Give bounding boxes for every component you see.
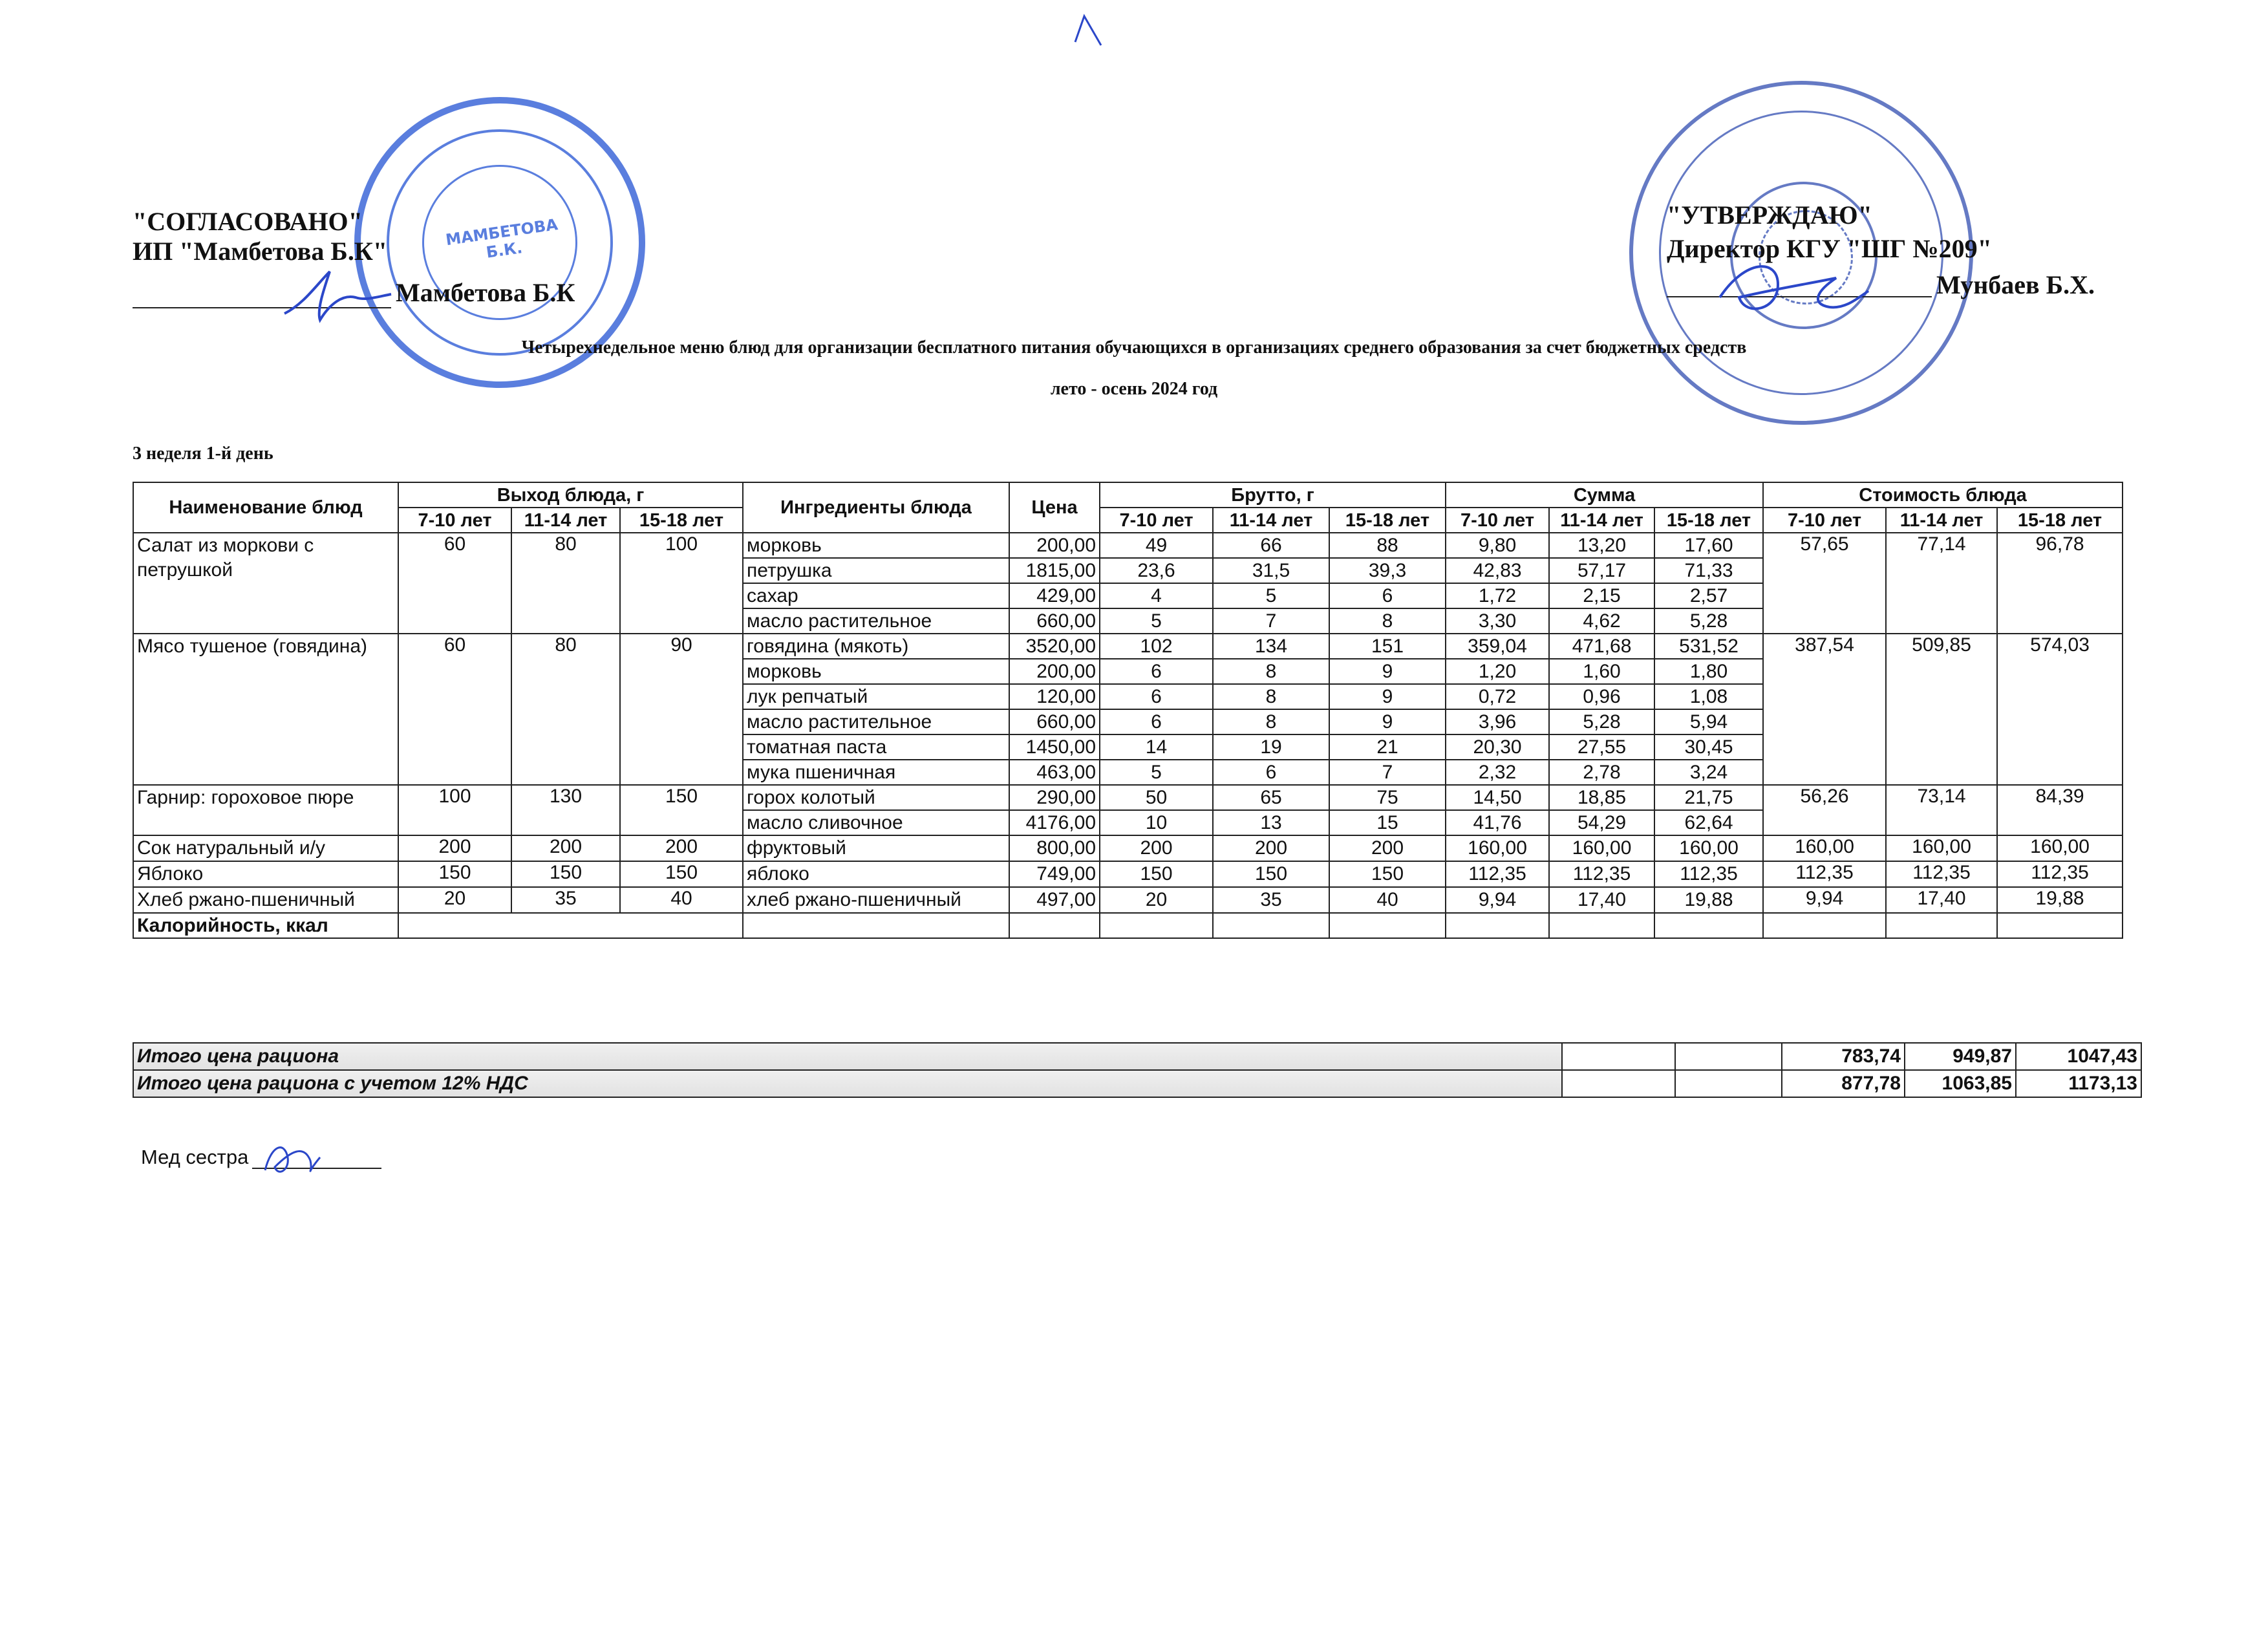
dish-cost-age1: 387,54 — [1763, 634, 1886, 785]
sum-age1: 9,94 — [1446, 887, 1549, 913]
sum-age3: 5,94 — [1654, 709, 1763, 734]
ingredient-price: 749,00 — [1009, 861, 1100, 887]
brutto-age2: 8 — [1213, 709, 1329, 734]
total-row — [133, 1043, 2141, 1070]
brutto-age1: 14 — [1100, 734, 1213, 760]
brutto-age3: 15 — [1329, 810, 1446, 835]
sum-age3: 30,45 — [1654, 734, 1763, 760]
top-ink-mark — [1070, 10, 1109, 48]
brutto-age2: 5 — [1213, 583, 1329, 608]
totals-table — [133, 1042, 2142, 1098]
header-brutto-age2: 11-14 лет — [1213, 508, 1329, 533]
ingredient-price: 290,00 — [1009, 785, 1100, 810]
brutto-age2: 8 — [1213, 684, 1329, 709]
total-vat-row — [133, 1070, 2141, 1097]
dish-cost-age2: 77,14 — [1886, 533, 1997, 634]
brutto-age2: 19 — [1213, 734, 1329, 760]
brutto-age3: 39,3 — [1329, 558, 1446, 583]
dish-cost-age3: 19,88 — [1997, 887, 2123, 913]
sum-age2: 13,20 — [1549, 533, 1654, 558]
dish-cost-age1: 9,94 — [1763, 887, 1886, 913]
sum-age2: 160,00 — [1549, 835, 1654, 861]
dish-output-age2: 35 — [511, 887, 620, 913]
sum-age2: 112,35 — [1549, 861, 1654, 887]
approval-left-line1: "СОГЛАСОВАНО" — [133, 207, 363, 236]
header-cost-age3: 15-18 лет — [1997, 508, 2123, 533]
dish-output-age2: 200 — [511, 835, 620, 861]
sum-age1: 2,32 — [1446, 760, 1549, 785]
brutto-age2: 8 — [1213, 659, 1329, 684]
ingredient-name: фруктовый — [743, 835, 1009, 861]
brutto-age3: 150 — [1329, 861, 1446, 887]
sum-age1: 160,00 — [1446, 835, 1549, 861]
ingredient-row — [133, 634, 2123, 659]
brutto-age2: 65 — [1213, 785, 1329, 810]
brutto-age2: 66 — [1213, 533, 1329, 558]
dish-name: Мясо тушеное (говядина) — [133, 634, 398, 785]
menu-table — [133, 482, 2123, 939]
sum-age3: 5,28 — [1654, 608, 1763, 634]
sum-age3: 17,60 — [1654, 533, 1763, 558]
ingredient-row — [133, 861, 2123, 887]
total-vat-value-age1: 877,78 — [1782, 1070, 1905, 1097]
ingredient-name: яблоко — [743, 861, 1009, 887]
approval-right-line2: Директор КГУ "ШГ №209" — [1667, 234, 1992, 263]
sum-age2: 5,28 — [1549, 709, 1654, 734]
dish-output-age3: 150 — [620, 861, 743, 887]
brutto-age3: 6 — [1329, 583, 1446, 608]
header-brutto: Брутто, г — [1100, 482, 1446, 508]
sum-age1: 14,50 — [1446, 785, 1549, 810]
brutto-age3: 9 — [1329, 684, 1446, 709]
brutto-age1: 10 — [1100, 810, 1213, 835]
sum-age1: 41,76 — [1446, 810, 1549, 835]
ingredient-price: 200,00 — [1009, 533, 1100, 558]
sum-age3: 160,00 — [1654, 835, 1763, 861]
brutto-age3: 21 — [1329, 734, 1446, 760]
ingredient-name: масло сливочное — [743, 810, 1009, 835]
dish-output-age2: 130 — [511, 785, 620, 835]
sum-age3: 1,80 — [1654, 659, 1763, 684]
brutto-age3: 8 — [1329, 608, 1446, 634]
brutto-age1: 5 — [1100, 608, 1213, 634]
dish-output-age1: 200 — [398, 835, 511, 861]
ingredient-row — [133, 533, 2123, 558]
brutto-age3: 151 — [1329, 634, 1446, 659]
sum-age3: 19,88 — [1654, 887, 1763, 913]
approval-right-signer: Мунбаев Б.Х. — [1936, 270, 2095, 299]
approval-left-signer: Мамбетова Б.К — [396, 278, 575, 307]
ingredient-name: хлеб ржано-пшеничный — [743, 887, 1009, 913]
brutto-age2: 35 — [1213, 887, 1329, 913]
sum-age1: 359,04 — [1446, 634, 1549, 659]
brutto-age3: 200 — [1329, 835, 1446, 861]
brutto-age1: 6 — [1100, 709, 1213, 734]
header-brutto-age1: 7-10 лет — [1100, 508, 1213, 533]
dish-cost-age3: 112,35 — [1997, 861, 2123, 887]
dish-cost-age3: 574,03 — [1997, 634, 2123, 785]
sum-age1: 1,20 — [1446, 659, 1549, 684]
ingredient-name: морковь — [743, 659, 1009, 684]
dish-name: Гарнир: гороховое пюре — [133, 785, 398, 835]
menu-subtitle: лето - осень 2024 год — [1050, 379, 1218, 399]
sum-age2: 1,60 — [1549, 659, 1654, 684]
left-seal-center-text: МАМБЕТОВА Б.К. — [444, 215, 559, 262]
sum-age1: 112,35 — [1446, 861, 1549, 887]
ingredient-name: масло растительное — [743, 608, 1009, 634]
header-brutto-age3: 15-18 лет — [1329, 508, 1446, 533]
brutto-age3: 9 — [1329, 709, 1446, 734]
sum-age2: 0,96 — [1549, 684, 1654, 709]
ingredient-row — [133, 835, 2123, 861]
total-value-age2: 949,87 — [1905, 1043, 2016, 1070]
header-ingredients: Ингредиенты блюда — [743, 482, 1009, 533]
brutto-age2: 6 — [1213, 760, 1329, 785]
brutto-age1: 150 — [1100, 861, 1213, 887]
dish-cost-age1: 112,35 — [1763, 861, 1886, 887]
sum-age1: 42,83 — [1446, 558, 1549, 583]
sum-age3: 71,33 — [1654, 558, 1763, 583]
brutto-age1: 50 — [1100, 785, 1213, 810]
brutto-age1: 6 — [1100, 659, 1213, 684]
ingredient-name: петрушка — [743, 558, 1009, 583]
sum-age2: 2,78 — [1549, 760, 1654, 785]
dish-output-age3: 40 — [620, 887, 743, 913]
ingredient-name: томатная паста — [743, 734, 1009, 760]
header-dish: Наименование блюд — [133, 482, 398, 533]
ingredient-price: 4176,00 — [1009, 810, 1100, 835]
sum-age3: 2,57 — [1654, 583, 1763, 608]
header-output-age2: 11-14 лет — [511, 508, 620, 533]
dish-cost-age2: 509,85 — [1886, 634, 1997, 785]
header-sum-age3: 15-18 лет — [1654, 508, 1763, 533]
dish-output-age1: 100 — [398, 785, 511, 835]
ingredient-price: 497,00 — [1009, 887, 1100, 913]
ingredient-name: говядина (мякоть) — [743, 634, 1009, 659]
sum-age2: 54,29 — [1549, 810, 1654, 835]
sum-age3: 1,08 — [1654, 684, 1763, 709]
calories-label: Калорийность, ккал — [133, 913, 398, 938]
brutto-age3: 75 — [1329, 785, 1446, 810]
dish-output-age2: 150 — [511, 861, 620, 887]
brutto-age1: 6 — [1100, 684, 1213, 709]
calories-row — [133, 913, 2123, 938]
menu-title: Четырехнедельное меню блюд для организации бесплатного питания обучающихся в организациях среднего образования за счет бюджетных средств — [521, 338, 1747, 358]
ingredient-name: мука пшеничная — [743, 760, 1009, 785]
sum-age3: 21,75 — [1654, 785, 1763, 810]
dish-output-age1: 60 — [398, 634, 511, 785]
ingredient-row — [133, 887, 2123, 913]
sum-age2: 17,40 — [1549, 887, 1654, 913]
week-day-label: 3 неделя 1-й день — [133, 444, 273, 464]
ingredient-price: 463,00 — [1009, 760, 1100, 785]
dish-cost-age2: 17,40 — [1886, 887, 1997, 913]
header-output: Выход блюда, г — [398, 482, 743, 508]
ingredient-name: горох колотый — [743, 785, 1009, 810]
total-label: Итого цена рациона — [133, 1043, 1562, 1070]
sum-age2: 57,17 — [1549, 558, 1654, 583]
sum-age2: 4,62 — [1549, 608, 1654, 634]
brutto-age1: 5 — [1100, 760, 1213, 785]
dish-output-age1: 20 — [398, 887, 511, 913]
sum-age3: 112,35 — [1654, 861, 1763, 887]
header-output-age3: 15-18 лет — [620, 508, 743, 533]
sum-age1: 1,72 — [1446, 583, 1549, 608]
dish-cost-age2: 112,35 — [1886, 861, 1997, 887]
ingredient-price: 660,00 — [1009, 608, 1100, 634]
total-vat-value-age3: 1173,13 — [2016, 1070, 2141, 1097]
brutto-age2: 31,5 — [1213, 558, 1329, 583]
header-price: Цена — [1009, 482, 1100, 533]
dish-name: Хлеб ржано-пшеничный — [133, 887, 398, 913]
dish-output-age3: 200 — [620, 835, 743, 861]
brutto-age1: 20 — [1100, 887, 1213, 913]
brutto-age3: 9 — [1329, 659, 1446, 684]
dish-cost-age2: 160,00 — [1886, 835, 1997, 861]
ingredient-name: масло растительное — [743, 709, 1009, 734]
approval-right-line1: "УТВЕРЖДАЮ" — [1667, 200, 1872, 230]
dish-cost-age1: 57,65 — [1763, 533, 1886, 634]
brutto-age1: 102 — [1100, 634, 1213, 659]
total-vat-label: Итого цена рациона с учетом 12% НДС — [133, 1070, 1562, 1097]
brutto-age3: 7 — [1329, 760, 1446, 785]
brutto-age2: 134 — [1213, 634, 1329, 659]
ingredient-price: 429,00 — [1009, 583, 1100, 608]
ingredient-price: 200,00 — [1009, 659, 1100, 684]
total-vat-value-age2: 1063,85 — [1905, 1070, 2016, 1097]
dish-output-age3: 150 — [620, 785, 743, 835]
brutto-age2: 13 — [1213, 810, 1329, 835]
nurse-handwritten-signature — [259, 1131, 330, 1183]
dish-cost-age2: 73,14 — [1886, 785, 1997, 835]
ingredient-price: 660,00 — [1009, 709, 1100, 734]
header-sum: Сумма — [1446, 482, 1763, 508]
ingredient-price: 800,00 — [1009, 835, 1100, 861]
sum-age3: 531,52 — [1654, 634, 1763, 659]
header-cost-age2: 11-14 лет — [1886, 508, 1997, 533]
dish-name: Яблоко — [133, 861, 398, 887]
brutto-age3: 88 — [1329, 533, 1446, 558]
dish-cost-age3: 84,39 — [1997, 785, 2123, 835]
header-output-age1: 7-10 лет — [398, 508, 511, 533]
total-value-age3: 1047,43 — [2016, 1043, 2141, 1070]
dish-name: Сок натуральный и/у — [133, 835, 398, 861]
dish-output-age2: 80 — [511, 634, 620, 785]
ingredient-price: 3520,00 — [1009, 634, 1100, 659]
brutto-age1: 200 — [1100, 835, 1213, 861]
sum-age1: 0,72 — [1446, 684, 1549, 709]
header-cost: Стоимость блюда — [1763, 482, 2123, 508]
header-sum-age1: 7-10 лет — [1446, 508, 1549, 533]
brutto-age2: 7 — [1213, 608, 1329, 634]
right-handwritten-signature — [1707, 246, 1875, 323]
dish-output-age2: 80 — [511, 533, 620, 634]
ingredient-name: лук репчатый — [743, 684, 1009, 709]
brutto-age2: 200 — [1213, 835, 1329, 861]
ingredient-price: 120,00 — [1009, 684, 1100, 709]
sum-age2: 18,85 — [1549, 785, 1654, 810]
sum-age1: 20,30 — [1446, 734, 1549, 760]
total-value-age1: 783,74 — [1782, 1043, 1905, 1070]
brutto-age1: 4 — [1100, 583, 1213, 608]
menu-table-body — [133, 533, 2123, 938]
dish-output-age1: 60 — [398, 533, 511, 634]
ingredient-price: 1815,00 — [1009, 558, 1100, 583]
sum-age1: 3,30 — [1446, 608, 1549, 634]
ingredient-name: сахар — [743, 583, 1009, 608]
sum-age2: 27,55 — [1549, 734, 1654, 760]
header-sum-age2: 11-14 лет — [1549, 508, 1654, 533]
sum-age3: 3,24 — [1654, 760, 1763, 785]
dish-cost-age1: 160,00 — [1763, 835, 1886, 861]
ingredient-name: морковь — [743, 533, 1009, 558]
dish-output-age3: 90 — [620, 634, 743, 785]
dish-name: Салат из моркови с петрушкой — [133, 533, 398, 634]
nurse-label: Мед сестра — [141, 1146, 249, 1168]
brutto-age2: 150 — [1213, 861, 1329, 887]
left-handwritten-signature — [278, 259, 401, 330]
ingredient-row — [133, 785, 2123, 810]
sum-age2: 471,68 — [1549, 634, 1654, 659]
approval-left-line2: ИП "Мамбетова Б.К" — [133, 237, 388, 266]
sum-age3: 62,64 — [1654, 810, 1763, 835]
ingredient-price: 1450,00 — [1009, 734, 1100, 760]
header-cost-age1: 7-10 лет — [1763, 508, 1886, 533]
dish-output-age1: 150 — [398, 861, 511, 887]
brutto-age1: 49 — [1100, 533, 1213, 558]
brutto-age3: 40 — [1329, 887, 1446, 913]
dish-cost-age3: 160,00 — [1997, 835, 2123, 861]
sum-age1: 3,96 — [1446, 709, 1549, 734]
sum-age2: 2,15 — [1549, 583, 1654, 608]
dish-cost-age3: 96,78 — [1997, 533, 2123, 634]
dish-cost-age1: 56,26 — [1763, 785, 1886, 835]
brutto-age1: 23,6 — [1100, 558, 1213, 583]
sum-age1: 9,80 — [1446, 533, 1549, 558]
dish-output-age3: 100 — [620, 533, 743, 634]
